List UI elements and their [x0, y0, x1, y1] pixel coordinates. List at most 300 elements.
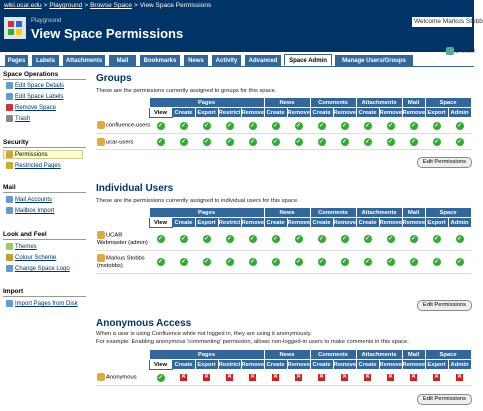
- check-icon: ✓: [250, 122, 256, 129]
- check-icon: ✓: [226, 236, 233, 242]
- header-column-admin: Admin: [448, 218, 471, 228]
- header-bar: [0, 0, 483, 52]
- principal-cell: [96, 370, 149, 386]
- permission-cell: [264, 370, 287, 386]
- check-icon: ✓: [180, 122, 187, 129]
- permission-cell: [149, 134, 172, 150]
- permission-cell: [379, 370, 402, 386]
- user-icon: [97, 138, 105, 146]
- permission-cell: [402, 228, 425, 251]
- header-column-remove: Remove: [402, 361, 426, 368]
- permission-cell: [402, 134, 425, 150]
- check-icon: ✓: [434, 236, 440, 242]
- check-icon: ✓: [365, 259, 371, 265]
- permission-cell: [218, 118, 241, 134]
- tab-pages[interactable]: Pages: [4, 54, 29, 66]
- permission-cell: [402, 118, 425, 134]
- tab-attachments[interactable]: Attachments: [62, 54, 106, 66]
- check-icon: ✓: [457, 259, 463, 265]
- header-column-remove: Remove: [241, 361, 265, 368]
- permission-cell: [149, 251, 172, 274]
- permission-cell: [333, 134, 356, 150]
- permission-cell: [356, 118, 379, 134]
- anonymous-description-1: When a user is using Confluence while not logged in, they are using it anonymously.: [96, 331, 312, 337]
- permission-cell: [264, 251, 287, 274]
- sidebar-divider: [3, 296, 86, 297]
- user-icon: [97, 373, 105, 381]
- anonymous-heading: Anonymous Access: [96, 318, 192, 329]
- header-empty-cell: [96, 108, 149, 118]
- header-column-row: [96, 360, 471, 370]
- check-icon: ✓: [203, 122, 210, 129]
- header-column-remove: Remove: [333, 361, 357, 368]
- header-column-remove: Remove: [287, 219, 311, 226]
- main-content: [93, 67, 474, 411]
- edit-anonymous-permissions-button[interactable]: Edit Permissions: [417, 394, 472, 405]
- sidebar-item-label[interactable]: Remove Space: [15, 105, 57, 112]
- users-permissions-table: [96, 207, 472, 274]
- lock-icon: [6, 162, 13, 169]
- permission-cell: [218, 134, 241, 150]
- permission-cell: [310, 370, 333, 386]
- check-icon: ✓: [434, 259, 440, 265]
- permission-cell: [356, 228, 379, 251]
- check-icon: ✓: [434, 122, 440, 129]
- theme-icon: [6, 243, 13, 250]
- sidebar-divider: [3, 147, 86, 148]
- header-group-comments: Comments: [310, 208, 356, 218]
- header-group-space: Space: [425, 208, 471, 218]
- sidebar-item-colour-scheme[interactable]: [6, 254, 56, 261]
- header-column-remove: Remove: [402, 109, 426, 116]
- permission-cell: [356, 251, 379, 274]
- header-group-news: News: [264, 98, 310, 108]
- permission-cell: [172, 370, 195, 386]
- check-icon: ✓: [157, 138, 164, 145]
- sidebar-item-label[interactable]: Import Pages from Disk: [15, 301, 78, 308]
- header-group-pages: Pages: [149, 98, 264, 108]
- header-column-view: View: [149, 218, 172, 228]
- check-icon: ✓: [319, 259, 325, 265]
- check-icon: ✓: [434, 138, 440, 145]
- check-icon: ✓: [296, 236, 302, 242]
- sidebar-item-label[interactable]: Colour Scheme: [15, 255, 57, 262]
- header-column-restrict: Restrict: [218, 219, 241, 226]
- sidebar-item-label[interactable]: Trash: [15, 116, 31, 123]
- header-group-attachments: Attachments: [356, 208, 402, 218]
- check-icon: ✓: [411, 236, 417, 242]
- check-icon: ✓: [273, 138, 279, 145]
- permission-cell: [448, 370, 471, 386]
- browse-label: Browse: [455, 48, 476, 55]
- header-column-remove: Remove: [333, 109, 357, 116]
- permission-cell: [356, 370, 379, 386]
- permission-cell: [448, 228, 471, 251]
- permission-cell: [218, 251, 241, 274]
- header-column-export: Export: [195, 360, 218, 370]
- permission-cell: [379, 251, 402, 274]
- sidebar-item-edit-space-labels[interactable]: [6, 93, 63, 100]
- mail-icon: [6, 207, 13, 214]
- sidebar-divider: [3, 79, 86, 80]
- header-empty-cell: [96, 218, 149, 228]
- permission-cell: [310, 118, 333, 134]
- header-group-attachments: Attachments: [356, 350, 402, 360]
- sidebar-item-themes[interactable]: [6, 243, 37, 250]
- sidebar-item-mail-accounts[interactable]: [6, 196, 52, 203]
- cross-icon: ✕: [457, 374, 463, 380]
- check-icon: ✓: [411, 138, 417, 145]
- import-icon: [6, 300, 13, 307]
- header-group-space: Space: [425, 350, 471, 360]
- sidebar-section-title: Import: [3, 288, 24, 295]
- table-body: [96, 370, 471, 386]
- permission-cell: [425, 370, 448, 386]
- header-column-create: Create: [172, 108, 195, 118]
- check-icon: ✓: [296, 259, 302, 265]
- anonymous-permissions-table: [96, 349, 472, 386]
- header-column-create: Create: [356, 108, 379, 118]
- lock-icon: [6, 151, 13, 158]
- check-icon: ✓: [319, 122, 325, 129]
- permission-cell: [241, 118, 264, 134]
- check-icon: ✓: [319, 138, 325, 145]
- page-title: View Space Permissions: [31, 26, 184, 41]
- header-column-create: Create: [264, 360, 287, 370]
- principal-name: Anonymous: [106, 374, 137, 381]
- permission-cell: [172, 251, 195, 274]
- header-empty-cell: [96, 98, 149, 108]
- permission-cell: [287, 251, 310, 274]
- check-icon: ✓: [388, 138, 394, 145]
- header-column-create: Create: [310, 218, 333, 228]
- check-icon: ✓: [411, 122, 417, 129]
- sidebar-divider: [3, 192, 86, 193]
- header-empty-cell: [96, 350, 149, 360]
- permission-cell: [379, 228, 402, 251]
- check-icon: ✓: [296, 138, 302, 145]
- check-icon: ✓: [203, 259, 210, 265]
- edit-group-permissions-button[interactable]: Edit Permissions: [417, 157, 472, 168]
- header-group-attachments: Attachments: [356, 98, 402, 108]
- sidebar-item-label[interactable]: Mail Accounts: [15, 197, 53, 204]
- cross-icon: ✕: [411, 374, 417, 380]
- permission-cell: [448, 134, 471, 150]
- permission-cell: [218, 228, 241, 251]
- check-icon: ✓: [273, 236, 279, 242]
- space-logo-icon[interactable]: [4, 17, 26, 39]
- header-column-remove: Remove: [379, 361, 403, 368]
- check-icon: ✓: [157, 236, 164, 242]
- permission-cell: [149, 228, 172, 251]
- permission-cell: [287, 228, 310, 251]
- header-group-news: News: [264, 208, 310, 218]
- header-group-row: [96, 208, 471, 218]
- cross-icon: ✕: [342, 374, 348, 380]
- breadcrumb-current: View Space Permissions: [139, 2, 212, 9]
- cross-icon: ✕: [226, 374, 233, 380]
- users-description: These are the permissions currently assigned to individual users for this space.: [96, 198, 299, 204]
- sidebar-item-edit-space-details[interactable]: [6, 82, 64, 89]
- header-column-admin: Admin: [448, 360, 471, 370]
- permission-cell: [172, 228, 195, 251]
- breadcrumb-separator: >: [133, 2, 138, 9]
- table-header: [96, 98, 471, 118]
- permission-cell: [287, 370, 310, 386]
- cross-icon: ✕: [203, 374, 210, 380]
- header-group-pages: Pages: [149, 208, 264, 218]
- header-column-restrict: Restrict: [218, 361, 241, 368]
- sidebar-item-label[interactable]: Edit Space Details: [15, 83, 65, 90]
- header-empty-cell: [96, 208, 149, 218]
- check-icon: ✓: [319, 236, 325, 242]
- header-column-remove: Remove: [241, 109, 265, 116]
- permission-cell: [310, 134, 333, 150]
- header-column-create: Create: [172, 360, 195, 370]
- permission-cell: [402, 370, 425, 386]
- cross-icon: ✕: [180, 374, 187, 380]
- sidebar-section-title: Security: [3, 139, 29, 146]
- permission-cell: [264, 228, 287, 251]
- table-body: [96, 118, 471, 150]
- header-group-mail: Mail: [402, 98, 425, 108]
- permission-cell: [172, 118, 195, 134]
- edit-user-permissions-button[interactable]: Edit Permissions: [417, 300, 472, 311]
- header-column-view: View: [149, 108, 172, 118]
- check-icon: ✓: [365, 122, 371, 129]
- sidebar-item-mailbox-import[interactable]: [6, 207, 54, 214]
- header-column-create: Create: [172, 218, 195, 228]
- breadcrumb-separator: >: [84, 2, 89, 9]
- permission-cell: [195, 370, 218, 386]
- permission-cell: [356, 134, 379, 150]
- check-icon: ✓: [342, 122, 348, 129]
- sidebar-item-change-space-logo[interactable]: [6, 265, 70, 272]
- header-column-row: [96, 218, 471, 228]
- permission-cell: [241, 251, 264, 274]
- header-column-remove: Remove: [241, 219, 265, 226]
- header-empty-cell: [96, 360, 149, 370]
- permission-cell: [310, 228, 333, 251]
- permission-cell: [241, 370, 264, 386]
- header-column-export: Export: [195, 108, 218, 118]
- check-icon: ✓: [226, 259, 233, 265]
- principal-name: ucar-users: [106, 139, 134, 146]
- check-icon: ✓: [342, 259, 348, 265]
- permission-cell: [218, 370, 241, 386]
- sidebar-item-permissions[interactable]: [3, 150, 83, 159]
- check-icon: ✓: [273, 122, 279, 129]
- header-group-row: [96, 98, 471, 108]
- breadcrumb: [4, 2, 211, 9]
- breadcrumb-space[interactable]: Playground: [49, 2, 83, 9]
- permission-cell: [425, 118, 448, 134]
- cross-icon: ✕: [319, 374, 325, 380]
- user-icon: [97, 254, 105, 262]
- header-column-create: Create: [264, 108, 287, 118]
- check-icon: ✓: [388, 259, 394, 265]
- permission-cell: [448, 251, 471, 274]
- cross-icon: ✕: [434, 374, 440, 380]
- header-column-remove: Remove: [333, 219, 357, 226]
- mail-icon: [6, 196, 13, 203]
- browse-menu[interactable]: [446, 47, 475, 57]
- welcome-message: Welcome Markus Stobb: [414, 18, 483, 25]
- permission-cell: [149, 118, 172, 134]
- groups-heading: Groups: [96, 73, 132, 84]
- tab-news[interactable]: News: [183, 54, 209, 66]
- permission-cell: [195, 134, 218, 150]
- table-body: [96, 228, 471, 274]
- breadcrumb-browse[interactable]: Browse Space: [90, 2, 132, 9]
- permission-cell: [425, 251, 448, 274]
- permission-cell: [402, 251, 425, 274]
- check-icon: ✓: [203, 236, 210, 242]
- permission-cell: [172, 134, 195, 150]
- check-icon: ✓: [457, 236, 463, 242]
- breadcrumb-separator: >: [43, 2, 48, 9]
- sidebar-section-title: Look and Feel: [3, 231, 47, 238]
- header-group-mail: Mail: [402, 208, 425, 218]
- check-icon: ✓: [296, 122, 302, 129]
- table-row: [96, 370, 471, 386]
- table-row: [96, 251, 471, 274]
- permission-cell: [333, 370, 356, 386]
- users-heading: Individual Users: [96, 183, 174, 194]
- check-icon: ✓: [388, 236, 394, 242]
- sidebar-section-title: Mail: [3, 184, 16, 191]
- sidebar-item-label[interactable]: Restricted Pages: [15, 163, 61, 170]
- header-column-remove: Remove: [287, 361, 311, 368]
- table-row: [96, 118, 471, 134]
- permission-cell: [264, 134, 287, 150]
- tab-advanced[interactable]: Advanced: [244, 54, 282, 66]
- tab-bookmarks[interactable]: Bookmarks: [139, 54, 181, 66]
- check-icon: ✓: [388, 122, 394, 129]
- permission-cell: [264, 118, 287, 134]
- permission-cell: [310, 251, 333, 274]
- tab-labels[interactable]: Labels: [31, 54, 60, 66]
- principal-cell: [96, 251, 149, 274]
- header-column-create: Create: [310, 360, 333, 370]
- permission-cell: [195, 251, 218, 274]
- breadcrumb-site[interactable]: wiki.ucar.edu: [4, 2, 42, 9]
- tab-space-admin[interactable]: Space Admin: [284, 54, 332, 66]
- header-group-row: [96, 350, 471, 360]
- header-column-create: Create: [264, 218, 287, 228]
- check-icon: ✓: [203, 138, 210, 145]
- sidebar-item-remove-space[interactable]: [6, 104, 56, 111]
- trash-icon: [6, 115, 13, 122]
- tab-activity[interactable]: Activity: [211, 54, 242, 66]
- check-icon: ✓: [342, 138, 348, 145]
- principal-name: confluence-users: [106, 122, 151, 129]
- header-column-export: Export: [425, 218, 448, 228]
- header-group-pages: Pages: [149, 350, 264, 360]
- header-column-export: Export: [195, 218, 218, 228]
- header-column-remove: Remove: [287, 109, 311, 116]
- check-icon: ✓: [250, 259, 256, 265]
- header-column-admin: Admin: [448, 108, 471, 118]
- sidebar-item-label[interactable]: Change Space Logo: [15, 266, 70, 273]
- check-icon: ✓: [457, 138, 463, 145]
- header-column-view: View: [149, 360, 172, 370]
- header-column-remove: Remove: [379, 109, 403, 116]
- check-icon: ✓: [250, 138, 256, 145]
- sidebar-item-label[interactable]: Mailbox Import: [15, 208, 55, 215]
- sidebar-item-restricted-pages[interactable]: [6, 162, 61, 169]
- permission-cell: [425, 134, 448, 150]
- header-group-space: Space: [425, 98, 471, 108]
- table-header: [96, 208, 471, 228]
- sidebar-item-label[interactable]: Permissions: [15, 152, 48, 159]
- user-icon: [97, 121, 105, 129]
- header-column-row: [96, 108, 471, 118]
- cross-icon: ✕: [250, 374, 256, 380]
- permission-cell: [333, 228, 356, 251]
- cross-icon: ✕: [365, 374, 371, 380]
- anonymous-description-2: For example: Enabling anonymous 'commenting' permission, allows non-logged-in users to make comments in this space.: [96, 339, 409, 345]
- sidebar-item-label[interactable]: Themes: [15, 244, 37, 251]
- check-icon: ✓: [157, 122, 164, 129]
- header-column-export: Export: [425, 360, 448, 370]
- permission-cell: [333, 251, 356, 274]
- palette-icon: [6, 254, 13, 261]
- header-column-create: Create: [356, 360, 379, 370]
- sidebar-section-title: Space Operations: [3, 71, 59, 78]
- check-icon: ✓: [250, 236, 256, 242]
- tab-manage-users-groups[interactable]: Manage Users/Groups: [334, 54, 414, 66]
- check-icon: ✓: [457, 122, 463, 129]
- principal-name: Markus Stobbs (mstobbs): [97, 255, 145, 269]
- browse-icon: [446, 47, 454, 55]
- header-column-create: Create: [310, 108, 333, 118]
- check-icon: ✓: [157, 374, 164, 381]
- sidebar-divider: [3, 239, 86, 240]
- permission-cell: [195, 228, 218, 251]
- sidebar: [1, 67, 87, 411]
- tab-mail[interactable]: Mail: [108, 54, 137, 66]
- groups-description: These are the permissions currently assigned to groups for this space.: [96, 88, 277, 94]
- header-column-restrict: Restrict: [218, 109, 241, 116]
- sidebar-item-import-pages[interactable]: [6, 300, 84, 308]
- check-icon: ✓: [180, 259, 187, 265]
- header-column-export: Export: [425, 108, 448, 118]
- table-header: [96, 350, 471, 370]
- table-row: [96, 228, 471, 251]
- check-icon: ✓: [226, 138, 233, 145]
- sidebar-item-trash[interactable]: [6, 115, 30, 122]
- principal-name: UCAR Webmaster (admin): [97, 232, 148, 246]
- sidebar-item-label[interactable]: Edit Space Labels: [15, 94, 64, 101]
- header-group-comments: Comments: [310, 350, 356, 360]
- permission-cell: [379, 134, 402, 150]
- principal-cell: [96, 118, 149, 134]
- cross-icon: ✕: [296, 374, 302, 380]
- image-icon: [6, 265, 13, 272]
- header-group-news: News: [264, 350, 310, 360]
- permission-cell: [241, 228, 264, 251]
- header-group-mail: Mail: [402, 350, 425, 360]
- permission-cell: [195, 118, 218, 134]
- permission-cell: [379, 118, 402, 134]
- header-group-comments: Comments: [310, 98, 356, 108]
- permission-cell: [448, 118, 471, 134]
- check-icon: ✓: [180, 138, 187, 145]
- cross-icon: ✕: [273, 374, 279, 380]
- check-icon: ✓: [365, 236, 371, 242]
- principal-cell: [96, 228, 149, 251]
